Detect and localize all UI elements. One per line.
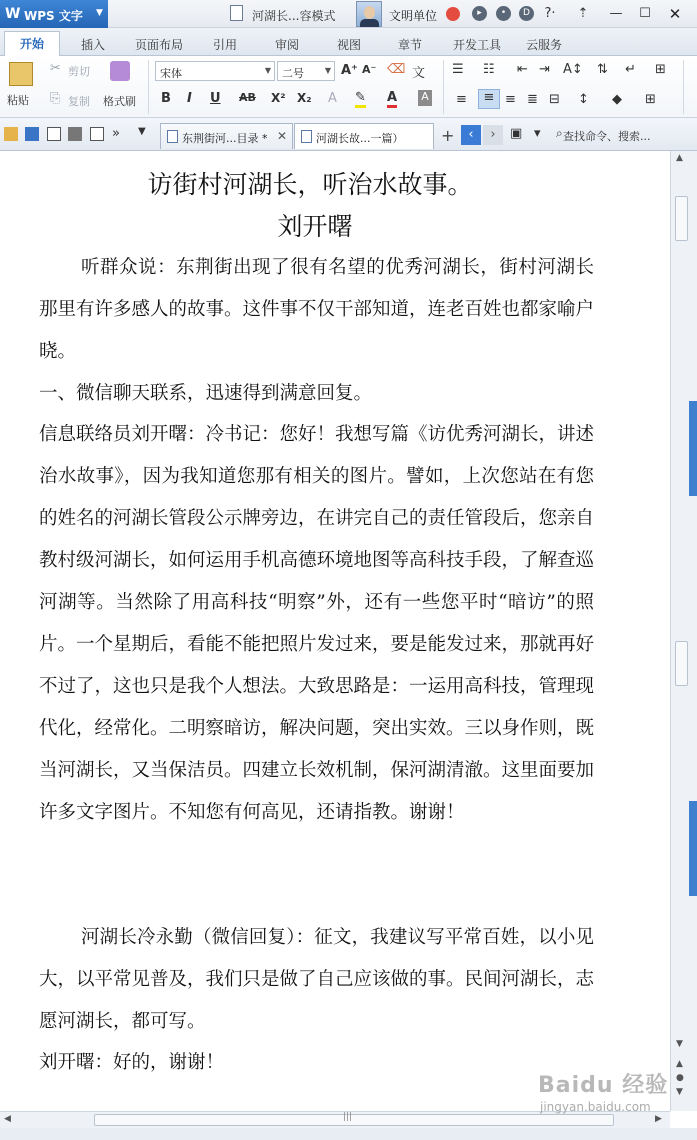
scissors-icon[interactable]: ✂ (50, 61, 61, 76)
baidu-watermark (520, 1062, 685, 1124)
prev-page-icon[interactable]: ▲ (676, 1059, 683, 1069)
title-bar (0, 0, 697, 28)
doc-tab-title: 东荆街河...目录 * (182, 132, 268, 145)
vertical-scrollbar[interactable] (670, 151, 697, 1111)
scroll-right-icon[interactable]: ▶ (655, 1114, 662, 1124)
chevron-down-icon: ▼ (96, 8, 103, 18)
show-marks-icon[interactable]: ↵ (625, 62, 636, 77)
quick-access-bar (0, 118, 697, 151)
status-bar (0, 1128, 697, 1140)
watermark-sub: jingyan.baidu.com (540, 1100, 651, 1114)
document-canvas[interactable] (0, 151, 670, 1111)
ribbon-toggle-button[interactable]: ⇡ (577, 6, 589, 21)
paste-button[interactable]: 粘贴 (7, 94, 29, 107)
screen-cast-icon[interactable]: ▣ (510, 126, 523, 141)
export-pdf-icon[interactable] (47, 127, 61, 141)
grow-font-icon[interactable]: A⁺ (341, 63, 358, 78)
chevron-down-icon: ▼ (324, 66, 331, 75)
font-size-select[interactable] (277, 61, 335, 81)
print-icon[interactable] (68, 127, 82, 141)
browse-object-icon[interactable]: ● (676, 1073, 684, 1083)
tab-home[interactable]: 开始 (4, 31, 60, 56)
doc-tab-story[interactable] (294, 123, 434, 149)
font-size-value: 二号 (282, 67, 304, 80)
tab-view[interactable]: 视图 (337, 38, 362, 52)
section-heading: 一、微信聊天联系，迅速得到满意回复。 (39, 383, 373, 404)
copy-icon[interactable]: ⎘ (50, 91, 61, 106)
watermark-main: Baidu 经验 (538, 1073, 669, 1098)
app-menu-button[interactable] (0, 0, 108, 28)
numbered-list-icon[interactable]: ☷ (483, 62, 495, 77)
strikethrough-button[interactable]: AB (239, 91, 256, 104)
paragraph: 河湖长冷永勤（微信回复）：征文，我建议写平常百姓，以小见大，以平常见普及，我们只是做了自己应该做的事。民间河湖长，志愿河湖长，都可写。 (39, 927, 595, 1032)
new-tab-button[interactable]: + (441, 126, 455, 145)
avatar-face (364, 6, 375, 19)
help-button[interactable]: ?· (544, 6, 556, 21)
ribbon-toolbar (0, 56, 697, 118)
text-effect-icon[interactable]: A (328, 91, 337, 106)
separator (443, 60, 444, 114)
tab-review[interactable]: 审阅 (275, 38, 300, 52)
increase-indent-icon[interactable]: ⇥ (539, 62, 550, 77)
tab-page-layout[interactable]: 页面布局 (135, 38, 184, 52)
sort-icon[interactable]: ⇅ (597, 62, 608, 77)
clear-format-icon[interactable]: ⌫ (387, 62, 406, 77)
copy-button[interactable]: 复制 (68, 95, 90, 108)
tab-references[interactable]: 引用 (213, 38, 238, 52)
document-author: 刘开曙 (277, 212, 353, 241)
bullet-list-icon[interactable]: ☰ (452, 62, 464, 77)
wps-logo-icon: W (5, 6, 21, 22)
underline-button[interactable]: U (210, 91, 221, 106)
char-shading-icon[interactable]: A (418, 90, 432, 106)
document-icon (167, 130, 178, 143)
text-direction-icon[interactable]: A↕ (563, 62, 583, 77)
format-painter-icon[interactable] (110, 61, 130, 81)
avatar-body (360, 19, 379, 27)
font-name-select[interactable] (155, 61, 275, 81)
font-color-button[interactable]: A (387, 90, 397, 108)
highlight-icon[interactable]: ✎ (355, 90, 366, 108)
scroll-thumb[interactable] (675, 196, 688, 241)
separator (148, 60, 149, 114)
tab-insert[interactable]: 插入 (81, 38, 106, 52)
avatar[interactable] (356, 1, 382, 27)
close-icon[interactable]: ✕ (276, 129, 287, 143)
more-icon[interactable]: » (112, 126, 120, 141)
align-right-icon[interactable]: ≡ (505, 92, 516, 107)
doc-tab-toc[interactable] (160, 123, 293, 149)
sync-icon[interactable]: D (519, 6, 534, 21)
shrink-font-icon[interactable]: A⁻ (362, 63, 377, 76)
print-preview-icon[interactable] (90, 127, 104, 141)
restore-button[interactable]: ☐ (639, 6, 651, 21)
next-page-icon[interactable]: ▼ (676, 1087, 683, 1097)
search-command-input[interactable]: 查找命令、搜索... (563, 130, 651, 143)
justify-icon[interactable]: ≣ (527, 92, 538, 107)
scroll-left-icon[interactable]: ◀ (4, 1114, 11, 1124)
format-painter-button[interactable]: 格式刷 (103, 95, 136, 108)
paragraph: 刘开曙：好的，谢谢！ (39, 1052, 225, 1073)
window-title: 河湖长...容模式 (252, 9, 336, 23)
doc-tab-title: 河湖长故...一篇） (316, 132, 404, 145)
document-icon (301, 130, 312, 143)
grip-icon: ||| (343, 1112, 353, 1122)
phonetic-guide-icon[interactable]: 文 (412, 66, 426, 81)
chevron-down-icon[interactable]: ▼ (138, 126, 146, 137)
tab-cloud-service[interactable]: 云服务 (526, 38, 563, 52)
paragraph: 听群众说：东荆街出现了很有名望的优秀河湖长，街村河湖长那里有许多感人的故事。这件事不仅干部知道，连老百姓也都家喻户晓。 (39, 257, 595, 362)
align-center-icon[interactable]: ≡ (478, 89, 500, 109)
scroll-down-icon[interactable]: ▼ (676, 1039, 683, 1049)
scroll-up-icon[interactable]: ▲ (676, 153, 683, 163)
menu-bar (0, 28, 697, 56)
borders-icon[interactable]: ⊞ (645, 92, 656, 107)
side-panel-toggle[interactable] (689, 401, 697, 496)
tab-prev-button[interactable]: ‹ (461, 125, 481, 145)
italic-button[interactable]: I (187, 91, 192, 106)
paragraph: 信息联络员刘开曙：冷书记：您好！我想写篇《访优秀河湖长，讲述治水故事》，因为我知道您那有相关的图片。譬如，上次您站在有您的姓名的河湖长管段公示牌旁边，在讲完自己的责任管段后，您亲自教村级河湖长，如何运用手机高德环境地图等高科技手段，了解查巡河湖等。当然除了用高科技“明察”外，还有一些您平时“暗访”的照片。一个星期后，看能不能把照片发过来，要是能发过来，那就再好不过了，这也只是我个人想法。大致思路是：一运用高科技，管理现代化，经常化。二明察暗访，解决问题，突出实效。三以身作则，既当河湖长，又当保洁员。四建立长效机制，保河湖清澈。这里面要加许多文字图片。不知您有何高见，还请指教。谢谢！ (39, 424, 595, 823)
align-left-icon[interactable]: ≡ (456, 92, 467, 107)
app-name: WPS 文字 (24, 9, 83, 23)
tab-menu-icon[interactable]: ▾ (534, 126, 541, 141)
search-icon[interactable]: ⌕ (556, 126, 563, 140)
bold-button[interactable]: B (161, 91, 171, 106)
paste-icon[interactable] (9, 62, 33, 86)
document-icon (230, 5, 243, 21)
distribute-icon[interactable]: ⊟ (549, 92, 560, 107)
subscript-button[interactable]: X₂ (297, 91, 312, 105)
tab-section[interactable]: 章节 (398, 38, 423, 52)
open-folder-icon[interactable] (4, 127, 18, 141)
chevron-down-icon: ▼ (264, 66, 271, 75)
line-spacing-icon[interactable]: ↕ (578, 92, 589, 107)
paragraph-shading-icon[interactable]: ◆ (612, 92, 622, 107)
skin-icon[interactable]: ▸ (472, 6, 487, 21)
tab-next-button[interactable]: › (483, 125, 503, 145)
separator (683, 60, 684, 114)
cut-button[interactable]: 剪切 (68, 65, 90, 78)
document-title: 访街村河湖长，听治水故事。 (147, 170, 473, 199)
close-button[interactable]: ✕ (668, 5, 682, 23)
scroll-thumb-secondary[interactable] (675, 641, 688, 686)
save-icon[interactable] (25, 127, 39, 141)
font-name-value: 宋体 (160, 67, 182, 80)
settings-icon[interactable]: • (496, 6, 511, 21)
notification-badge-icon[interactable] (446, 7, 460, 21)
user-name[interactable]: 文明单位 (389, 9, 438, 23)
minimize-button[interactable]: — (609, 6, 623, 21)
side-panel-toggle[interactable] (689, 801, 697, 896)
decrease-indent-icon[interactable]: ⇤ (517, 62, 528, 77)
superscript-button[interactable]: X² (271, 91, 286, 105)
table-icon[interactable]: ⊞ (655, 62, 666, 77)
tab-developer[interactable]: 开发工具 (453, 38, 502, 52)
